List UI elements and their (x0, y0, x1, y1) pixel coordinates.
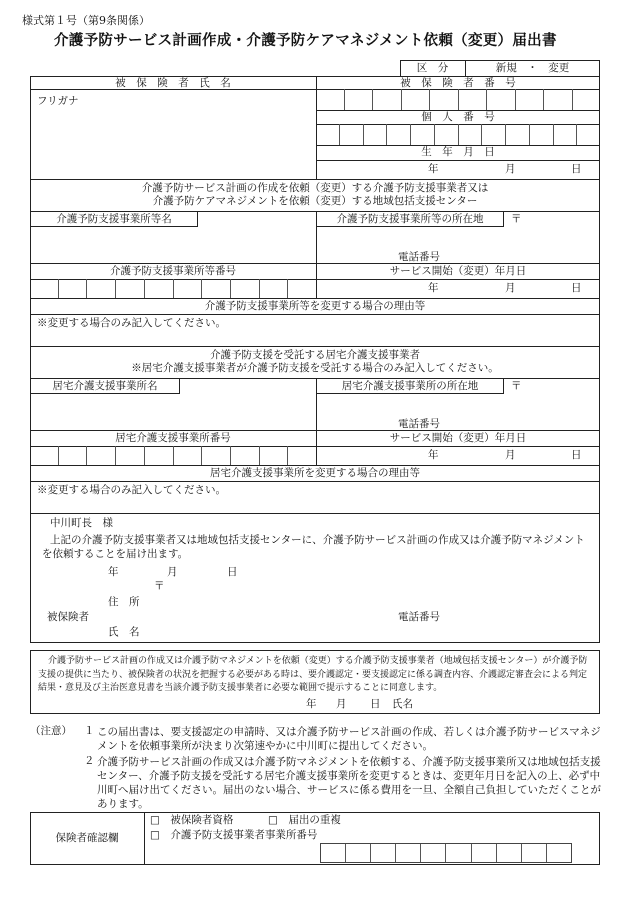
furigana-label: フリガナ (37, 95, 79, 107)
section2-start-day: 日 (571, 449, 582, 461)
declaration-name-label: 氏 名 (108, 626, 140, 638)
insurer-office-number-grid[interactable] (320, 843, 572, 863)
section2-reason-label: 居宅介護支援事業所を変更する場合の理由等 (210, 467, 420, 479)
insured-number-grid[interactable] (316, 89, 600, 110)
birth-month-label: 月 (505, 163, 516, 175)
section2-service-start-field[interactable] (316, 446, 600, 465)
section1-service-start-label: サービス開始（変更）年月日 (389, 265, 527, 277)
check-insured-qualification[interactable]: □ 被保険者資格 (150, 814, 234, 826)
section2-office-name-label: 居宅介護支援事業所名 (52, 380, 158, 392)
section2-office-address-field[interactable] (318, 395, 598, 417)
section1-phone-label: 電話番号 (398, 251, 440, 263)
section2-start-year: 年 (428, 449, 439, 461)
note2-text: 介護予防サービス計画の作成又は介護予防マネジメントを依頼する、介護予防支援事業所又は地域包括支援センター、介護予防支援を受託する居宅介護支援事業所を変更するときは、変更年月日を記入の上、必ず中川町へ届け出てください。届出のない場合、サービスに係る費用を一旦、全額自己負担していただくことがあります。 (97, 756, 601, 810)
form-number: 様式第１号（第9条関係） (22, 14, 150, 27)
section1-office-address-field[interactable] (318, 228, 598, 250)
section2-office-name-field[interactable] (32, 395, 314, 429)
section1-office-name-label: 介護予防支援事業所等名 (56, 213, 172, 225)
note1-text: この届出書は、要支援認定の申請時、又は介護予防サービス計画の作成、若しくは介護予防サービスマネジメントを依頼事業所が決まり次第速やかに中川町に提出してください。 (97, 726, 601, 752)
personal-number-grid[interactable] (316, 124, 600, 145)
form-title: 介護予防サービス計画作成・介護予防ケアマネジメント依頼（変更）届出書 (54, 32, 557, 49)
section2-office-address-label: 居宅介護支援事業所の所在地 (341, 380, 479, 392)
insured-name-field[interactable] (32, 110, 314, 178)
birth-day-label: 日 (571, 163, 582, 175)
section1-reason-label: 介護予防支援事業所等を変更する場合の理由等 (204, 300, 426, 312)
section1-postal-mark: 〒 (511, 213, 522, 225)
birth-date-field[interactable] (316, 160, 600, 179)
declaration-phone-label: 電話番号 (398, 611, 440, 623)
note1-number: １ (84, 725, 95, 737)
declaration-year: 年 (108, 566, 119, 578)
consent-year: 年 (306, 698, 317, 710)
section1-office-address-label: 介護予防支援事業所等の所在地 (336, 213, 484, 225)
consent-month: 月 (336, 698, 347, 710)
insurer-check-label: 保険者確認欄 (55, 832, 119, 844)
section1-reason-field[interactable] (32, 331, 598, 345)
section2-postal-mark: 〒 (511, 380, 522, 392)
notes-label: （注意） (30, 725, 72, 737)
personal-number-label: 個 人 番 号 (421, 111, 495, 123)
consent-text: 介護予防サービス計画の作成又は介護予防マネジメントを依頼（変更）する介護予防支援事業者（地域包括支援センター）が介護予防支援の提供に当たり、被保険者の状況を把握する必要がある時は、要介護認定・要支援認定に係る調査内容、介護認定審査会による判定結果・意見及び主治医意見書を当該介護予防支援事業者に必要な範囲で提示することに同意します。 (38, 656, 588, 693)
declaration-postal-mark: 〒 (154, 580, 165, 592)
section1-reason-note: ※変更する場合のみ記入してください。 (37, 317, 226, 329)
check-office-number[interactable]: □ 介護予防支援事業者事業所番号 (150, 829, 318, 841)
kubun-value[interactable]: 新規 ・ 変更 (495, 62, 570, 74)
section1-office-number-grid[interactable] (30, 279, 316, 298)
section2-office-number-grid[interactable] (30, 446, 316, 465)
section1-heading-line1: 介護予防サービス計画の作成を依頼（変更）する介護予防支援事業者又は (141, 182, 489, 194)
declaration-addressee: 中川町長 様 (50, 517, 113, 529)
declaration-insured-label: 被保険者 (47, 611, 89, 623)
section1-start-year: 年 (428, 282, 439, 294)
section2-heading-line2: ※居宅介護支援事業者が介護予防支援を受託する場合のみ記入してください。 (131, 362, 499, 374)
section2-heading-line1: 介護予防支援を受託する居宅介護支援事業者 (210, 349, 420, 361)
section1-heading-line2: 介護予防ケアマネジメントを依頼（変更）する地域包括支援センター (152, 195, 478, 207)
insured-name-label: 被 保 険 者 氏 名 (115, 77, 231, 89)
section2-start-month: 月 (505, 449, 516, 461)
kubun-label: 区 分 (416, 62, 449, 74)
declaration-day: 日 (227, 566, 238, 578)
section1-service-start-field[interactable] (316, 279, 600, 298)
section2-office-number-label: 居宅介護支援事業所番号 (115, 432, 231, 444)
declaration-address-field[interactable] (160, 593, 590, 607)
section2-service-start-label: サービス開始（変更）年月日 (389, 432, 527, 444)
declaration-month: 月 (167, 566, 178, 578)
section2-phone-label: 電話番号 (398, 418, 440, 430)
declaration-text: 上記の介護予防支援事業者又は地域包括支援センターに、介護予防サービス計画の作成又は介護予防マネジメントを依頼することを届け出ます。 (42, 534, 585, 560)
consent-day: 日 (370, 698, 381, 710)
birth-date-label: 生 年 月 日 (421, 146, 495, 158)
declaration-address-label: 住 所 (108, 596, 140, 608)
birth-year-label: 年 (428, 163, 439, 175)
consent-name-label: 氏名 (392, 698, 413, 710)
section1-start-month: 月 (505, 282, 516, 294)
insured-number-label: 被 保 険 者 番 号 (400, 77, 516, 89)
section1-office-number-label: 介護予防支援事業所等番号 (110, 265, 236, 277)
section1-start-day: 日 (571, 282, 582, 294)
section2-reason-note: ※変更する場合のみ記入してください。 (37, 484, 226, 496)
note2-number: ２ (84, 755, 95, 767)
section2-reason-field[interactable] (32, 498, 598, 512)
check-duplicate-notice[interactable]: □ 届出の重複 (268, 814, 341, 826)
section1-office-name-field[interactable] (32, 228, 314, 262)
consent-name-field[interactable] (420, 697, 580, 711)
declaration-name-field[interactable] (160, 623, 360, 639)
